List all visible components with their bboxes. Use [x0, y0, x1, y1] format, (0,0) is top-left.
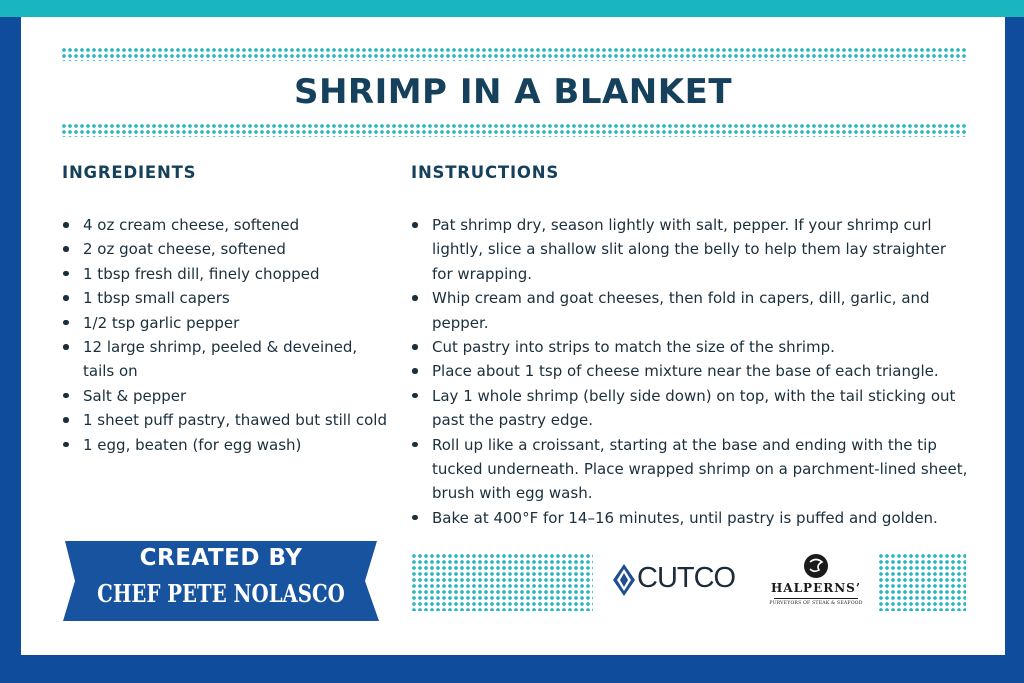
created-by-label: CREATED BY [139, 545, 303, 571]
list-item: Place about 1 tsp of cheese mixture near the base of each triangle. [411, 359, 971, 383]
ingredients-list [62, 213, 392, 457]
top-accent-stripe [0, 0, 1024, 17]
list-item: Salt & pepper [62, 384, 392, 408]
list-item: 1 egg, beaten (for egg wash) [62, 433, 392, 457]
list-item: Roll up like a croissant, starting at the base and ending with the tip tucked underneath. Place wrapped shrimp on a parchment-lined sheet, brush with egg wash. [411, 433, 971, 506]
halperns-tagline: PURVEYORS OF STEAK & SEAFOOD [769, 601, 863, 606]
list-item: 1/2 tsp garlic pepper [62, 311, 392, 335]
halperns-logo [766, 553, 866, 613]
cutco-diamond-icon [611, 560, 637, 600]
dot-pattern-right [878, 553, 966, 611]
dot-pattern-top [61, 47, 966, 61]
list-item: 1 tbsp fresh dill, finely chopped [62, 262, 392, 286]
halperns-divider [774, 598, 858, 599]
recipe-card [21, 17, 1005, 655]
list-item: 1 tbsp small capers [62, 286, 392, 310]
list-item: 2 oz goat cheese, softened [62, 237, 392, 261]
cutco-logo [611, 560, 751, 600]
list-item: 12 large shrimp, peeled & deveined, tails on [62, 335, 392, 384]
list-item: 1 sheet puff pastry, thawed but still cold [62, 408, 392, 432]
list-item: Lay 1 whole shrimp (belly side down) on top, with the tail sticking out past the pastry edge. [411, 384, 971, 433]
cutco-wordmark: CUTCO [637, 562, 736, 594]
chef-name: CHEF PETE NOLASCO [97, 579, 345, 608]
list-item: Whip cream and goat cheeses, then fold in capers, dill, garlic, and pepper. [411, 286, 971, 335]
recipe-title: SHRIMP IN A BLANKET [293, 72, 733, 112]
list-item: 4 oz cream cheese, softened [62, 213, 392, 237]
list-item: Pat shrimp dry, season lightly with salt, pepper. If your shrimp curl lightly, slice a shallow slit along the belly to help them lay straighter for wrapping. [411, 213, 971, 286]
list-item: Cut pastry into strips to match the size of the shrimp. [411, 335, 971, 359]
instructions-heading: INSTRUCTIONS [411, 163, 560, 182]
list-item: Bake at 400°F for 14–16 minutes, until pastry is puffed and golden. [411, 506, 971, 530]
dot-pattern-left [411, 553, 593, 611]
ingredients-heading: INGREDIENTS [62, 163, 197, 182]
dot-pattern-under-title [61, 123, 966, 137]
halperns-wordmark: HALPERNS’ [770, 581, 862, 595]
halperns-emblem-icon [766, 553, 866, 581]
creator-banner [59, 539, 383, 623]
instructions-list [411, 213, 971, 530]
